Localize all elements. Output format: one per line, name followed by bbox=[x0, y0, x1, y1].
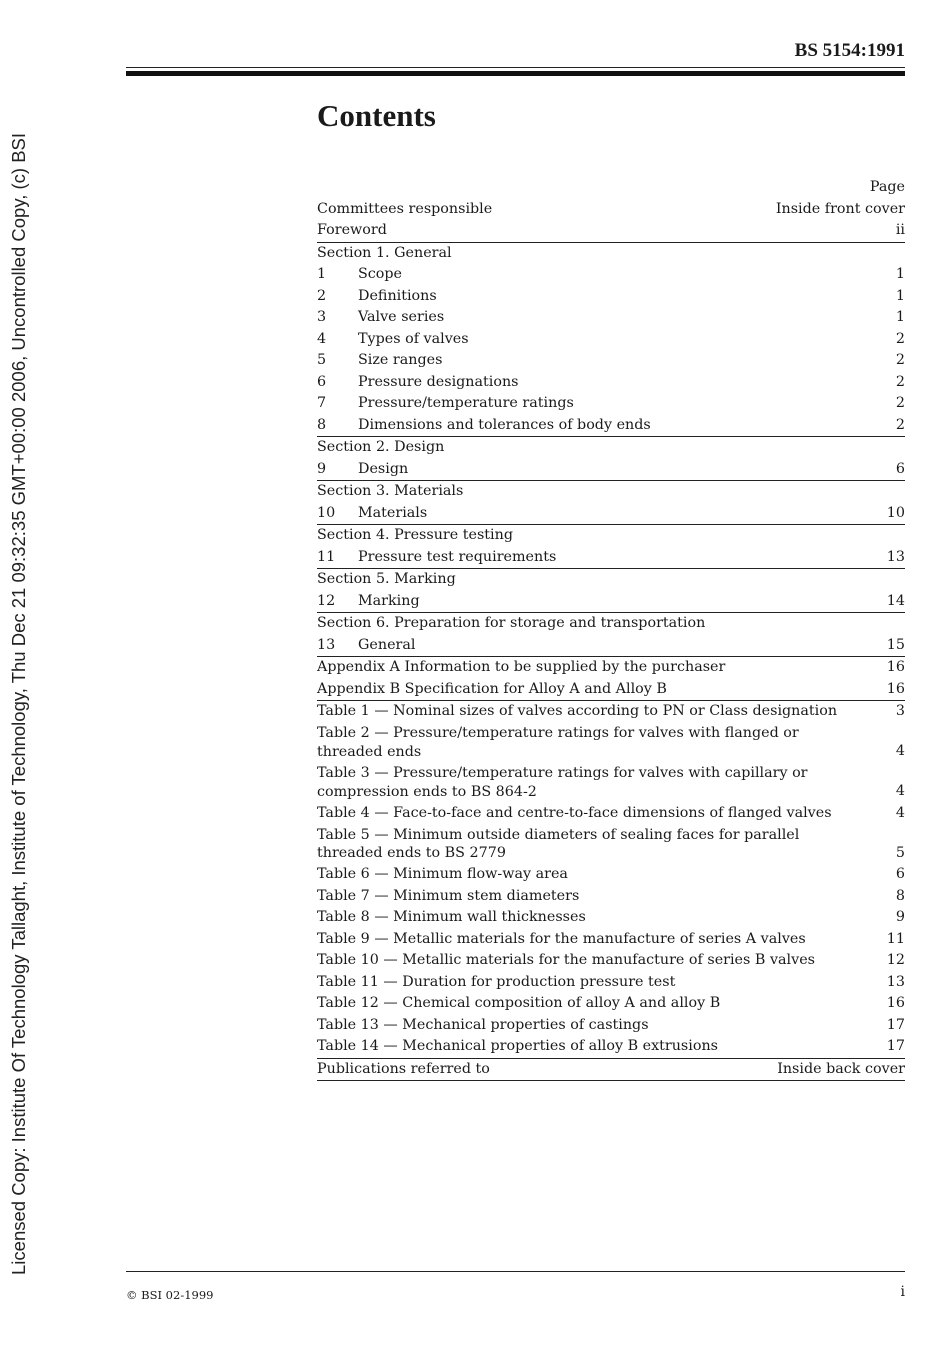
entry-title: Marking bbox=[358, 592, 420, 609]
toc-entry bbox=[317, 243, 905, 265]
toc-entry bbox=[317, 329, 905, 351]
toc-entry bbox=[317, 437, 905, 459]
entry-page: 4 bbox=[895, 783, 905, 799]
toc-entry bbox=[317, 1036, 905, 1059]
toc-entry-label bbox=[317, 481, 463, 503]
toc-entry-label bbox=[317, 929, 806, 951]
toc-entry-label bbox=[317, 329, 469, 351]
clause-number: 6 bbox=[317, 373, 327, 390]
toc-entry bbox=[317, 635, 905, 658]
entry-page: 2 bbox=[895, 352, 905, 368]
toc-entry-label bbox=[317, 307, 444, 329]
toc-entry-label bbox=[317, 569, 456, 591]
entry-title: Section 6. Preparation for storage and transportation bbox=[317, 615, 706, 631]
toc-entry bbox=[317, 950, 905, 972]
clause-number: 1 bbox=[317, 266, 327, 282]
toc-entry bbox=[317, 907, 905, 929]
entry-title: Table 10 — Metallic materials for the manufacture of series B valves bbox=[317, 952, 816, 968]
entry-page: ii bbox=[895, 222, 905, 238]
toc-entry bbox=[317, 657, 905, 679]
entry-title: Appendix A Information to be supplied by the purchaser bbox=[317, 659, 726, 675]
entry-title: Size ranges bbox=[358, 352, 443, 368]
toc-entry bbox=[317, 415, 905, 438]
toc-entry bbox=[317, 503, 905, 526]
header-rule-thin bbox=[126, 67, 905, 68]
toc-entry-label bbox=[317, 907, 586, 929]
toc-entry-label bbox=[317, 763, 837, 803]
entry-page: 11 bbox=[886, 930, 905, 947]
entry-page: 3 bbox=[895, 703, 905, 719]
entry-page: Inside back cover bbox=[777, 1060, 905, 1077]
toc-entry bbox=[317, 701, 905, 723]
entry-title: Definitions bbox=[358, 287, 437, 304]
toc-entry-label bbox=[317, 264, 402, 286]
toc-entry bbox=[317, 525, 905, 547]
entry-page: 1 bbox=[895, 266, 905, 282]
toc-entry bbox=[317, 929, 905, 951]
entry-page: 1 bbox=[895, 287, 905, 304]
entry-page: 12 bbox=[886, 952, 905, 968]
toc-entry-label bbox=[317, 372, 519, 394]
toc-entry bbox=[317, 264, 905, 286]
toc-entry-label bbox=[317, 199, 492, 221]
entry-page: 2 bbox=[895, 373, 905, 390]
clause-number: 8 bbox=[317, 416, 327, 433]
entry-title: Materials bbox=[358, 504, 428, 521]
toc-entry bbox=[317, 886, 905, 908]
toc-entry-label bbox=[317, 243, 452, 265]
page-column-heading-row bbox=[317, 177, 905, 199]
toc-entry bbox=[317, 591, 905, 614]
entry-page: 2 bbox=[895, 416, 905, 433]
toc-entry bbox=[317, 286, 905, 308]
toc-entry-label bbox=[317, 503, 427, 525]
toc-entry-label bbox=[317, 1059, 490, 1081]
entry-title: Valve series bbox=[358, 309, 445, 325]
toc-entry-label bbox=[317, 547, 556, 569]
clause-number: 5 bbox=[317, 352, 327, 368]
entry-page: 1 bbox=[895, 309, 905, 325]
page-title: Contents bbox=[317, 98, 436, 133]
entry-title: Section 3. Materials bbox=[317, 483, 464, 499]
toc-entry bbox=[317, 679, 905, 702]
entry-title: Table 1 — Nominal sizes of valves according to PN or Class designation bbox=[317, 703, 838, 719]
entry-page: 15 bbox=[886, 636, 905, 653]
entry-page: 14 bbox=[886, 592, 905, 609]
clause-number: 10 bbox=[317, 504, 336, 521]
entry-title: Table 4 — Face-to-face and centre-to-face dimensions of flanged valves bbox=[317, 804, 832, 821]
entry-title: Section 5. Marking bbox=[317, 571, 456, 587]
toc-entry-label bbox=[317, 950, 815, 972]
toc-entry bbox=[317, 372, 905, 394]
entry-page: 13 bbox=[886, 548, 905, 565]
toc-entry bbox=[317, 993, 905, 1015]
toc-entry bbox=[317, 569, 905, 591]
entry-page: 10 bbox=[886, 504, 905, 521]
toc-entry-label bbox=[317, 1036, 718, 1058]
entry-title: Section 1. General bbox=[317, 244, 452, 261]
entry-title: Pressure/temperature ratings bbox=[358, 395, 574, 411]
entry-page: 4 bbox=[895, 743, 905, 759]
entry-title: Table 3 — Pressure/temperature ratings for valves with capillary or compression ends to BS 864-2 bbox=[317, 765, 808, 800]
entry-title: Table 9 — Metallic materials for the manufacture of series A valves bbox=[317, 930, 806, 947]
toc-entry-label bbox=[317, 350, 442, 372]
contents-list bbox=[317, 177, 905, 1081]
entry-title: Table 14 — Mechanical properties of alloy B extrusions bbox=[317, 1038, 718, 1054]
clause-number: 3 bbox=[317, 309, 327, 325]
toc-entry-label bbox=[317, 679, 667, 701]
toc-entry-label bbox=[317, 220, 387, 242]
clause-number: 7 bbox=[317, 395, 327, 411]
toc-entry-label bbox=[317, 972, 675, 994]
entry-title: Table 11 — Duration for production pressure test bbox=[317, 973, 676, 990]
clause-number: 12 bbox=[317, 592, 336, 609]
entry-page: 9 bbox=[895, 909, 905, 925]
document-id: BS 5154:1991 bbox=[794, 40, 905, 61]
entry-title: Appendix B Specification for Alloy A and Alloy B bbox=[317, 680, 667, 697]
toc-entry bbox=[317, 972, 905, 994]
entry-title: Pressure designations bbox=[358, 373, 519, 390]
toc-entry bbox=[317, 763, 905, 803]
entry-title: Section 2. Design bbox=[317, 439, 445, 455]
toc-entry bbox=[317, 459, 905, 482]
toc-entry-label bbox=[317, 824, 837, 864]
entry-page: 16 bbox=[886, 659, 905, 675]
entry-page: 5 bbox=[895, 844, 905, 861]
entry-title: Table 8 — Minimum wall thicknesses bbox=[317, 909, 586, 925]
entry-title: Section 4. Pressure testing bbox=[317, 527, 513, 543]
toc-entry bbox=[317, 307, 905, 329]
toc-entry bbox=[317, 803, 905, 825]
entry-page: 4 bbox=[895, 804, 905, 821]
toc-entry-label bbox=[317, 415, 651, 437]
entry-title: Foreword bbox=[317, 222, 387, 238]
clause-number: 9 bbox=[317, 460, 327, 477]
entry-page: 8 bbox=[895, 887, 905, 904]
entry-page: 13 bbox=[886, 973, 905, 990]
entry-title: Dimensions and tolerances of body ends bbox=[358, 416, 651, 433]
entry-title: Pressure test requirements bbox=[358, 548, 557, 565]
toc-entry bbox=[317, 547, 905, 570]
toc-entry-label bbox=[317, 886, 579, 908]
page-number: i bbox=[900, 1284, 905, 1300]
clause-number: 11 bbox=[317, 548, 336, 565]
entry-title: Design bbox=[358, 460, 409, 477]
entry-title: General bbox=[358, 636, 416, 653]
entry-title: Types of valves bbox=[358, 330, 469, 347]
entry-page: 16 bbox=[886, 680, 905, 697]
copyright: © BSI 02-1999 bbox=[126, 1288, 214, 1302]
toc-entry-label bbox=[317, 657, 725, 679]
entry-page: 16 bbox=[886, 995, 905, 1011]
toc-entry-label bbox=[317, 286, 437, 308]
entry-page: Inside front cover bbox=[775, 200, 905, 217]
toc-entry-label bbox=[317, 701, 837, 723]
toc-entry-label bbox=[317, 525, 513, 547]
toc-entry bbox=[317, 864, 905, 886]
toc-entry-label bbox=[317, 993, 720, 1015]
entry-page: 17 bbox=[886, 1016, 905, 1033]
footer-rule bbox=[126, 1271, 905, 1272]
toc-entry bbox=[317, 350, 905, 372]
toc-entry-label bbox=[317, 591, 420, 613]
header-rule-thick bbox=[126, 71, 905, 76]
entry-page: 17 bbox=[886, 1038, 905, 1054]
toc-entry-label bbox=[317, 393, 574, 415]
toc-entry bbox=[317, 1059, 905, 1082]
toc-entry bbox=[317, 613, 905, 635]
page-column-heading: Page bbox=[869, 179, 905, 195]
toc-entry-label bbox=[317, 864, 568, 886]
license-notice: Licensed Copy: Institute Of Technology Tallaght, Institute of Technology, Thu Dec 21 09:32:35 GMT+00:00 2006, Uncontrolled Copy, (c) BSI bbox=[8, 132, 29, 1275]
toc-entry bbox=[317, 481, 905, 503]
toc-entry-label bbox=[317, 723, 837, 763]
entry-page: 6 bbox=[895, 460, 905, 477]
entry-title: Committees responsible bbox=[317, 200, 493, 217]
toc-entry bbox=[317, 393, 905, 415]
toc-entry-label bbox=[317, 613, 705, 635]
entry-title: Table 7 — Minimum stem diameters bbox=[317, 887, 580, 904]
toc-entry bbox=[317, 1015, 905, 1037]
entry-title: Table 6 — Minimum flow-way area bbox=[317, 866, 568, 882]
clause-number: 4 bbox=[317, 330, 327, 347]
entry-title: Scope bbox=[358, 266, 403, 282]
entry-title: Table 13 — Mechanical properties of castings bbox=[317, 1016, 649, 1033]
entry-title: Publications referred to bbox=[317, 1060, 490, 1077]
entry-page: 2 bbox=[895, 330, 905, 347]
entry-title: Table 12 — Chemical composition of alloy A and alloy B bbox=[317, 995, 721, 1011]
toc-entry bbox=[317, 824, 905, 864]
toc-entry-label bbox=[317, 459, 408, 481]
entry-page: 2 bbox=[895, 395, 905, 411]
toc-entry bbox=[317, 199, 905, 221]
entry-title: Table 2 — Pressure/temperature ratings for valves with flanged or threaded ends bbox=[317, 725, 799, 760]
clause-number: 2 bbox=[317, 287, 327, 304]
clause-number: 13 bbox=[317, 636, 336, 653]
toc-entry-label bbox=[317, 1015, 649, 1037]
toc-entry-label bbox=[317, 803, 832, 825]
toc-entry-label bbox=[317, 635, 415, 657]
toc-entry bbox=[317, 723, 905, 763]
toc-entry bbox=[317, 220, 905, 243]
entry-page: 6 bbox=[895, 866, 905, 882]
toc-entry-label bbox=[317, 437, 444, 459]
entry-title: Table 5 — Minimum outside diameters of sealing faces for parallel threaded ends to BS 2779 bbox=[317, 826, 800, 861]
